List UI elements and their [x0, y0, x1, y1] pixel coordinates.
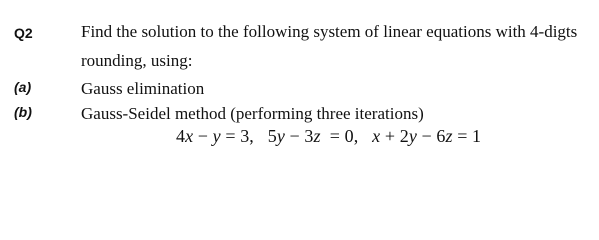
question-prompt-line2: rounding, using: [81, 51, 193, 70]
equation-system [176, 125, 481, 147]
equation-2: 5y − 3z = 0, [267, 126, 359, 146]
part-b-label: (b) [14, 104, 32, 120]
question-number: Q2 [14, 25, 33, 41]
part-a-text: Gauss elimination [81, 79, 205, 98]
equation-3: x + 2y − 6z = 1 [372, 126, 482, 146]
equation-1: 4x − y = 3, [176, 126, 254, 146]
part-b-text: Gauss-Seidel method (performing three iterations) [81, 104, 424, 123]
part-a-label: (a) [14, 79, 32, 95]
question-prompt-line1: Find the solution to the following system of linear equations with 4-digts [81, 22, 578, 41]
